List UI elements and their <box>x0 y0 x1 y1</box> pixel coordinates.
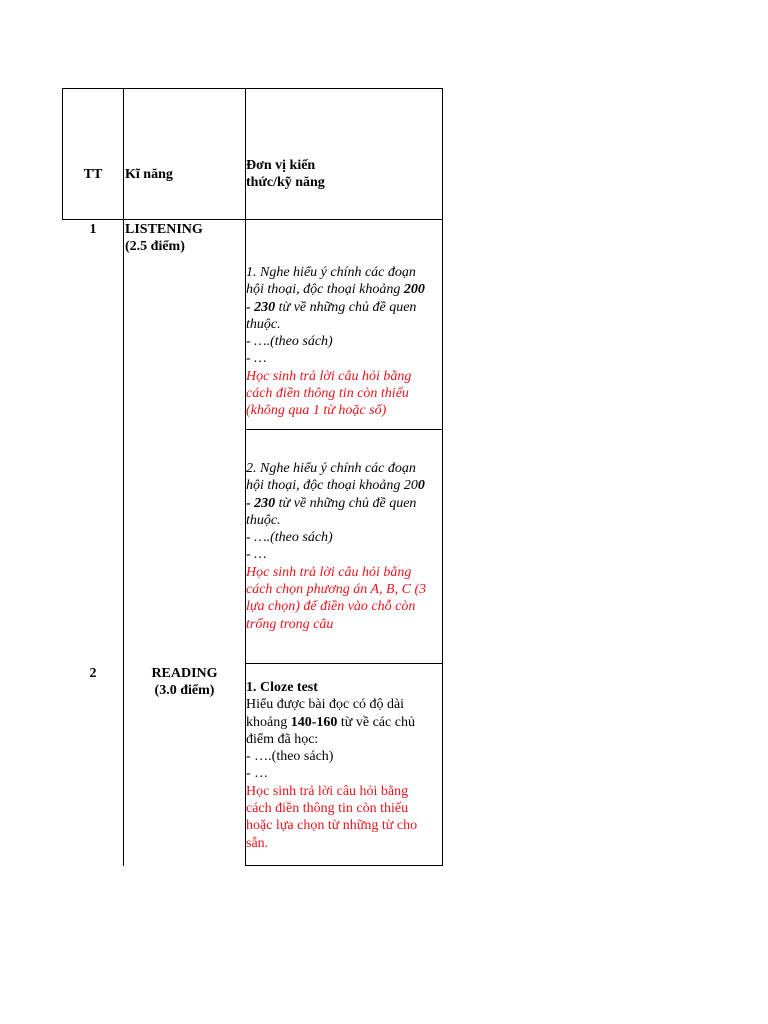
listening-item-1-word-count-end: - 230 <box>246 299 276 315</box>
listening-item-1-sub2: - … <box>246 351 267 367</box>
reading-item-1-note1: Học sinh trả lời câu hỏi bằng <box>246 783 409 799</box>
row1-skill <box>125 221 243 256</box>
listening-item-2-line3 <box>246 495 442 512</box>
reading-item-1-sub1: - ….(theo sách) <box>246 749 334 765</box>
reading-item-1-line2-pre: khoảng <box>246 714 291 730</box>
reading-item-1 <box>246 679 442 852</box>
listening-item-1-note2: cách điền thông tin còn thiếu <box>246 386 409 402</box>
listening-item-1-line3 <box>246 299 442 316</box>
header-skill <box>125 166 243 183</box>
listening-item-2-line3-text: từ về những chủ đề quen <box>275 495 417 511</box>
listening-item-1-line2 <box>246 281 442 298</box>
row2-tt <box>63 665 123 682</box>
header-unit <box>246 157 441 192</box>
listening-item-1-line2-text: hội thoại, độc thoại khoảng <box>246 282 404 298</box>
header-bottom-border <box>62 219 443 220</box>
reading-item-1-note2: cách điền thông tin còn thiếu <box>246 801 409 817</box>
reading-item-1-line2 <box>246 714 442 731</box>
reading-item-1-sub2: - … <box>246 766 269 782</box>
listening-item-2-note2: cách chọn phương án A, B, C (3 <box>246 582 427 598</box>
listening-item-2-note4: trống trong câu <box>246 616 334 632</box>
header-unit-line1: Đơn vị kiến <box>246 158 316 173</box>
reading-item-bottom-border <box>245 865 443 866</box>
reading-item-1-word-count: 140-160 <box>290 714 338 730</box>
header-tt-text: TT <box>83 167 103 182</box>
listening-item-2-note1: Học sinh trả lời câu hỏi bằng <box>246 564 412 580</box>
reading-item-1-note3: hoặc lựa chọn từ những từ cho <box>246 818 418 834</box>
listening-item-2-word-count-start: 0 <box>417 478 425 494</box>
listening-item-1 <box>246 264 442 420</box>
listening-item-2-line2 <box>246 477 442 494</box>
reading-item-1-line1: Hiểu được bài đọc có độ dài <box>246 697 405 713</box>
reading-item-1-title: 1. Cloze test <box>246 680 318 695</box>
listening-item-1-line3-text: từ về những chủ đề quen <box>275 299 417 315</box>
listening-item-2-line4: thuộc. <box>246 512 281 528</box>
listening-item-1-note3: (không qua 1 từ hoặc số) <box>246 403 387 419</box>
listening-item-2-line1: 2. Nghe hiểu ý chính các đoạn <box>246 461 416 476</box>
header-skill-text: Kĩ năng <box>125 167 173 182</box>
table-border-top <box>62 88 443 89</box>
row2-skill <box>124 665 245 700</box>
listening-item-2-sub1: - ….(theo sách) <box>246 530 333 546</box>
listening-item-1-word-count-start: 200 <box>403 282 425 298</box>
row1-skill-points: (2.5 điểm) <box>125 239 185 255</box>
reading-item-1-note4: sẵn. <box>246 835 269 851</box>
listening-item-1-line4: thuộc. <box>246 316 281 332</box>
column-divider-1 <box>123 88 124 866</box>
listening-item-1-note1: Học sinh trả lời câu hỏi bằng <box>246 368 412 384</box>
row2-tt-text: 2 <box>89 666 97 681</box>
row2-skill-name: READING <box>151 666 218 681</box>
listening-item-2 <box>246 460 442 633</box>
listening-item-2-sub2: - … <box>246 547 267 563</box>
row2-skill-points: (3.0 điểm) <box>154 683 215 699</box>
row1-tt <box>63 221 123 238</box>
table-border-right <box>442 88 443 866</box>
header-tt <box>63 166 123 183</box>
listening-item-divider <box>245 429 443 430</box>
header-unit-line2: thức/kỹ năng <box>246 175 325 191</box>
listening-item-2-note3: lựa chọn) để điền vào chỗ còn <box>246 599 416 615</box>
listening-item-1-line1: 1. Nghe hiểu ý chính các đoạn <box>246 265 416 280</box>
table-border-left <box>62 88 63 220</box>
listening-item-2-word-count-end: - 230 <box>246 495 276 511</box>
reading-item-1-line2-rest: từ về các chủ <box>337 714 415 730</box>
listening-item-2-line2-text: hội thoại, độc thoại khoảng 20 <box>246 478 418 494</box>
reading-item-1-line3: điểm đã học: <box>246 731 319 747</box>
reading-item-top-border <box>245 663 443 664</box>
listening-item-1-sub1: - ….(theo sách) <box>246 334 333 350</box>
row1-tt-text: 1 <box>89 222 97 237</box>
row1-skill-name: LISTENING <box>125 222 203 237</box>
